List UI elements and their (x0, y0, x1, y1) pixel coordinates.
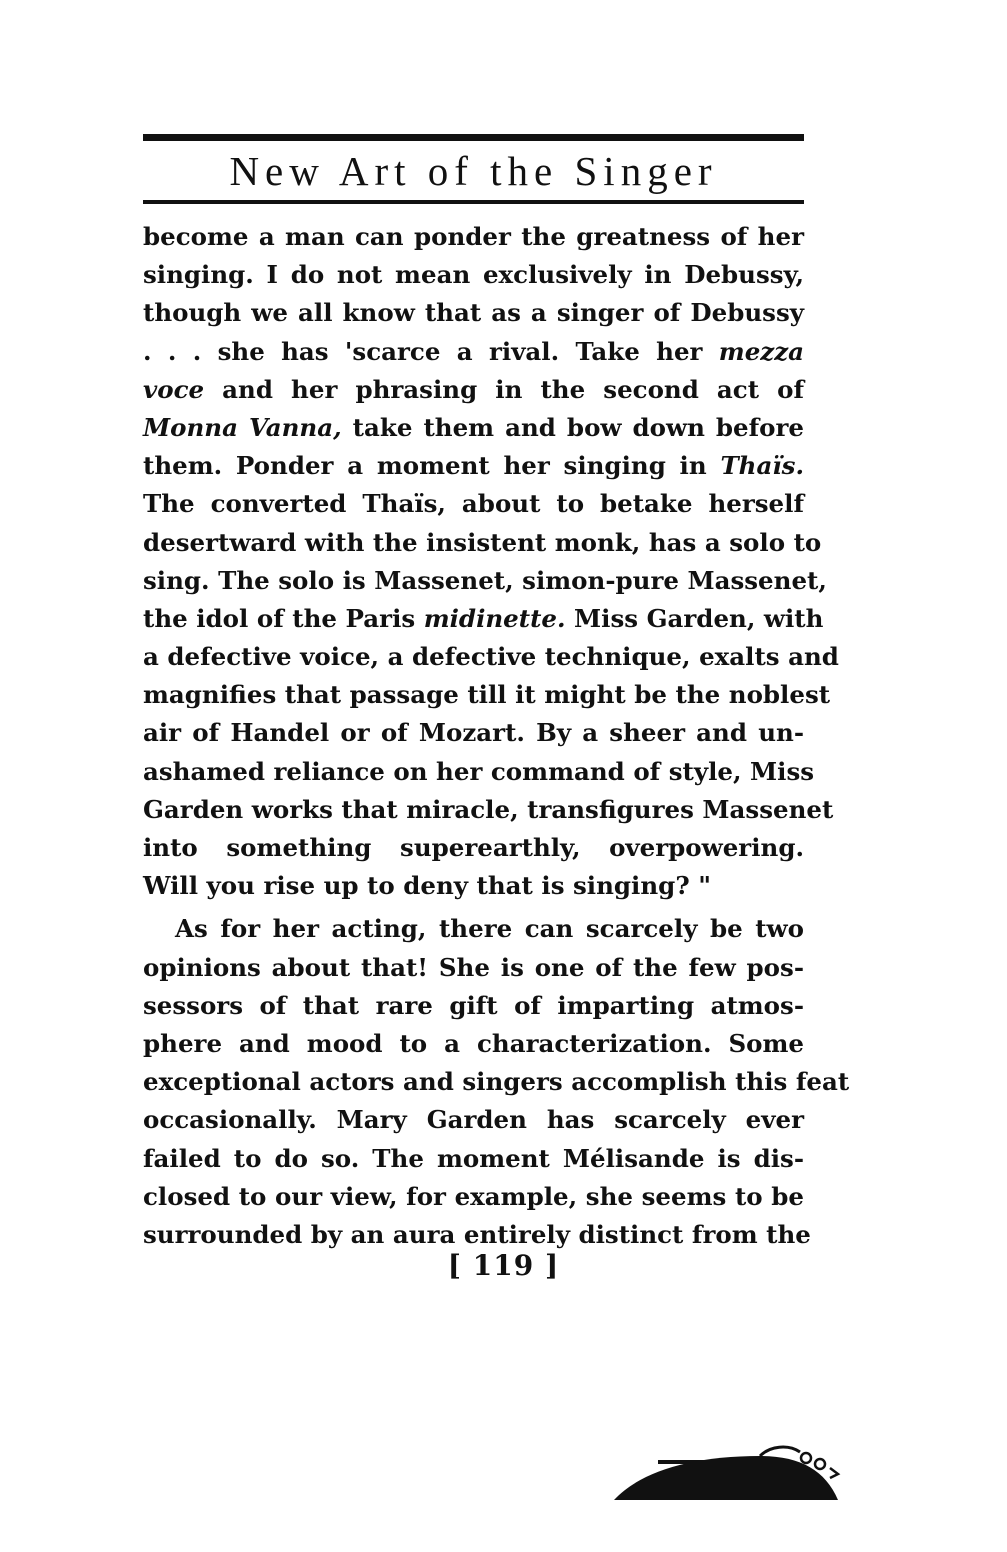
italic-term: voce (143, 374, 205, 404)
text-line: desertward with the insistent monk, has a solo to (143, 527, 822, 557)
text-line: magnifies that passage till it might be the noblest (143, 680, 831, 710)
header-rule-bottom (143, 200, 804, 204)
text-line (143, 600, 824, 638)
header-rule-top (143, 134, 804, 141)
italic-term: midinette. (423, 603, 566, 633)
text-line: opinions about that! She is one of the few pos- (143, 952, 804, 982)
text-line: sessors of that rare gift of imparting atmos- (143, 990, 804, 1020)
italic-title: Monna Vanna, (143, 412, 342, 442)
text-line: phere and mood to a characterization. Some (143, 1028, 804, 1058)
text-line: occasionally. Mary Garden has scarcely ever (143, 1105, 804, 1135)
text-line: though we all know that as a singer of Debussy (143, 298, 804, 328)
text-line: ashamed reliance on her command of style, Miss (143, 756, 815, 786)
text-line (143, 409, 804, 447)
page-number: [ 119 ] (447, 1249, 560, 1282)
paragraph-2 (143, 910, 850, 1254)
italic-term: mezza (718, 336, 804, 366)
text-run: the idol of the Paris (143, 603, 424, 633)
body-text (143, 218, 850, 1254)
text-line: a defective voice, a defective technique, exalts and (143, 642, 839, 672)
text-line: surrounded by an aura entirely distinct from the (143, 1219, 811, 1249)
text-line: closed to our view, for example, she seems to be (143, 1181, 804, 1211)
text-run: Miss Garden, with (565, 603, 824, 633)
text-line (143, 371, 804, 409)
text-run: them. Ponder a moment her singing in (143, 451, 721, 481)
text-line: sing. The solo is Massenet, simon-pure Massenet, (143, 565, 827, 595)
text-line (143, 447, 804, 485)
text-line: Will you rise up to deny that is singing? " (143, 871, 711, 901)
text-line (143, 333, 804, 371)
text-line: air of Handel or of Mozart. By a sheer and un- (143, 718, 804, 748)
text-run: and her phrasing in the second act of (204, 374, 804, 404)
text-line: exceptional actors and singers accomplish this feat (143, 1067, 850, 1097)
text-line: Garden works that miracle, transfigures Massenet (143, 794, 834, 824)
running-head: New Art of the Singer (229, 148, 718, 194)
text-line: become a man can ponder the greatness of her (143, 222, 804, 251)
paragraph-1 (143, 218, 839, 905)
text-line: The converted Thaïs, about to betake herself (143, 489, 804, 519)
google-logo-icon (610, 1430, 850, 1510)
text-line: into something superearthly, overpowering. (143, 833, 804, 862)
italic-title: Thaïs. (720, 451, 804, 481)
text-run: take them and bow down before (341, 412, 804, 442)
text-run: . . . she has 'scarce a rival. Take her (143, 336, 719, 366)
text-line: failed to do so. The moment Mélisande is dis- (143, 1143, 804, 1173)
text-line: As for her acting, there can scarcely be two (175, 914, 804, 944)
text-line: singing. I do not mean exclusively in Debussy, (143, 260, 804, 290)
